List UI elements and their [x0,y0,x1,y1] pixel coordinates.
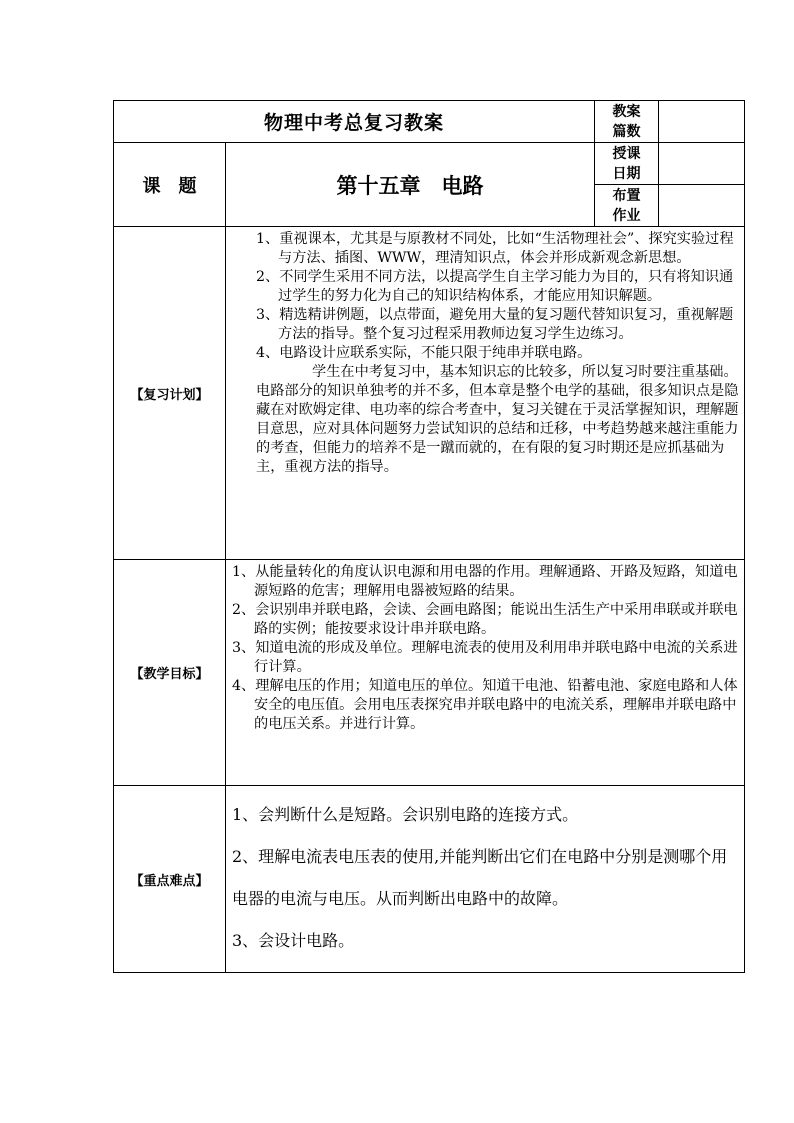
key-point-item: 3、会设计电路。 [232,931,355,950]
homework-value[interactable] [659,185,745,227]
key-points-content [226,786,745,973]
document-title: 物理中考总复习教案 [114,101,595,143]
teaching-goals-content [226,560,745,786]
date-value[interactable] [659,143,745,185]
review-plan-paragraph: 学生在中考复习中，基本知识忘的比较多，所以复习时要注重基础。电路部分的知识单独考的并不多，但本章是整个电学的基础，很多知识点是隐藏在对欧姆定律、电功率的综合考查中，复习关键在于灵活掌握知识，理解题目意思，应对具体问题努力尝试知识的总结和迁移，中考趋势越来越注重能力的考查，但能力的培养不是一蹴而就的，在有限的复习时期还是应抓基础为主，重视方法的指导。 [256,364,739,475]
review-plan-item: 3、精选精讲例题，以点带面，避免用大量的复习题代替知识复习，重视解题方法的指导。整个复习过程采用教师边复习学生边练习。 [256,307,734,342]
key-points-label: 【重点难点】 [114,786,226,973]
teaching-goal-item: 1、从能量转化的角度认识电源和用电器的作用。理解通路、开路及短路，知道电源短路的危害；理解用电器被短路的结果。 [232,564,738,599]
chapter-title: 第十五章 电路 [226,143,595,227]
date-label: 授课 日期 [595,143,659,185]
lesson-plan-table [113,100,745,973]
review-plan-content [226,227,745,560]
teaching-goal-item: 3、知道电流的形成及单位。理解电流表的使用及利用串并联电路中电流的关系进行计算。 [232,640,738,675]
key-point-item: 2、理解电流表电压表的使用,并能判断出它们在电路中分别是测哪个用电器的电流与电压。从而判断出电路中的故障。 [232,847,728,908]
review-plan-item: 4、电路设计应联系实际，不能只限于纯串并联电路。 [256,345,592,361]
lesson-count-value[interactable] [659,101,745,143]
key-point-item: 1、会判断什么是短路。会识别电路的连接方式。 [232,805,579,824]
teaching-goals-label: 【教学目标】 [114,560,226,786]
review-plan-label: 【复习计划】 [114,227,226,560]
review-plan-item: 2、不同学生采用不同方法，以提高学生自主学习能力为目的，只有将知识通过学生的努力化为自己的知识结构体系，才能应用知识解题。 [256,269,734,304]
topic-label: 课 题 [114,143,226,227]
teaching-goal-item: 2、会识别串并联电路，会读、会画电路图；能说出生活生产中采用串联或并联电路的实例；能按要求设计串并联电路。 [232,602,738,637]
lesson-count-label: 教案 篇数 [595,101,659,143]
homework-label: 布置 作业 [595,185,659,227]
teaching-goal-item: 4、理解电压的作用；知道电压的单位。知道干电池、铅蓄电池、家庭电路和人体安全的电压值。会用电压表探究串并联电路中的电流关系，理解串并联电路中的电压关系。并进行计算。 [232,678,738,732]
review-plan-item: 1、重视课本，尤其是与原教材不同处，比如“生活物理社会”、探究实验过程与方法、插图、WWW，理清知识点，体会并形成新观念新思想。 [256,231,734,266]
